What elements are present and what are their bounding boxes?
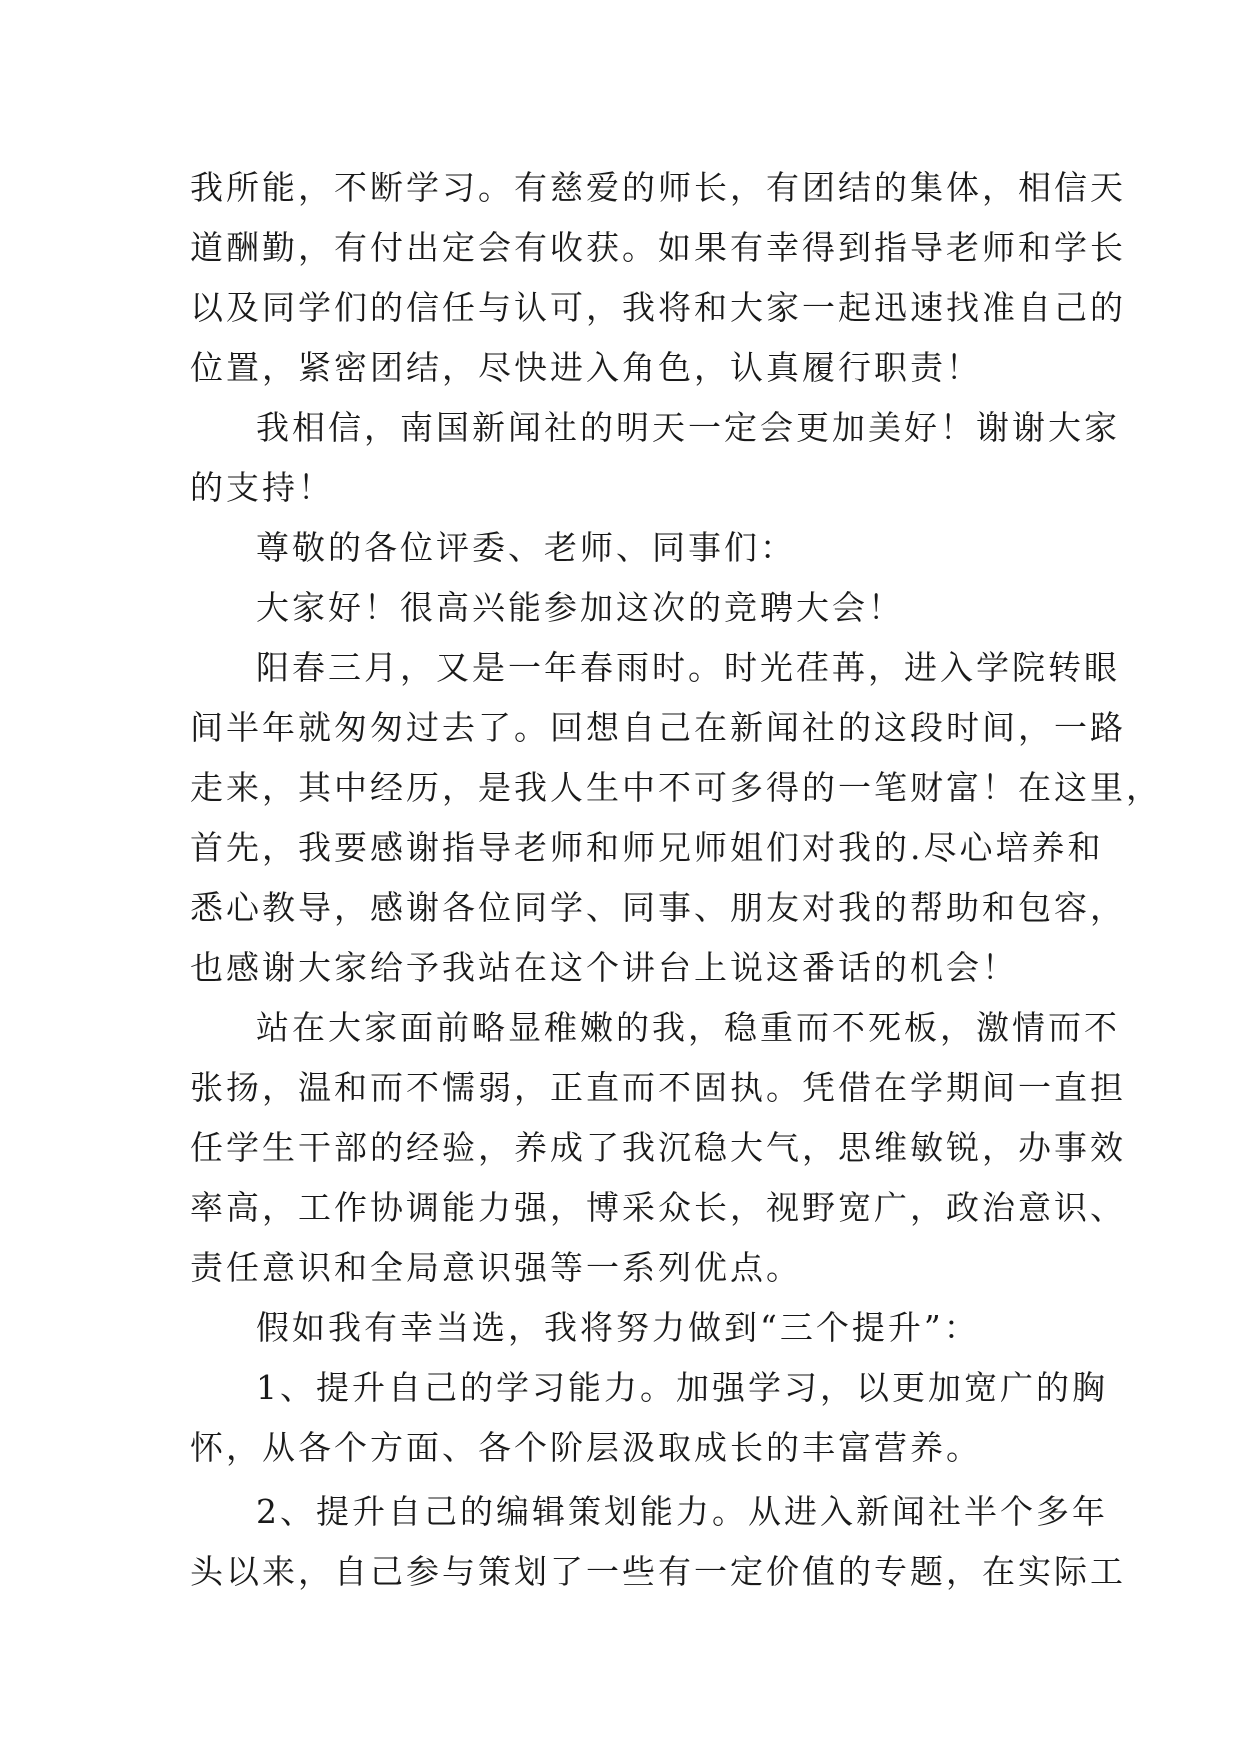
- text-line: 责任意识和全局意识强等一系列优点。: [190, 1248, 802, 1287]
- text-line: 张扬，温和而不懦弱，正直而不固执。凭借在学期间一直担: [190, 1068, 1126, 1107]
- text-line: 道酬勤，有付出定会有收获。如果有幸得到指导老师和学长: [190, 228, 1126, 267]
- text-line: 的支持！: [190, 468, 334, 507]
- text-line: 率高，工作协调能力强，博采众长，视野宽广，政治意识、: [190, 1188, 1126, 1227]
- document-body: [190, 158, 1162, 1602]
- text-line: 走来，其中经历，是我人生中不可多得的一笔财富！在这里，: [190, 768, 1162, 807]
- text-line: 2、提升自己的编辑策划能力。从进入新闻社半个多年: [256, 1492, 1108, 1531]
- text-line: 位置，紧密团结，尽快进入角色，认真履行职责！: [190, 348, 982, 387]
- text-line: 也感谢大家给予我站在这个讲台上说这番话的机会！: [190, 948, 1018, 987]
- text-line: 1、提升自己的学习能力。加强学习，以更加宽广的胸: [256, 1368, 1108, 1407]
- text-line: 假如我有幸当选，我将努力做到“三个提升”：: [256, 1308, 980, 1347]
- text-line: 悉心教导，感谢各位同学、同事、朋友对我的帮助和包容，: [190, 888, 1126, 927]
- text-line: 首先，我要感谢指导老师和师兄师姐们对我的.尽心培养和: [190, 828, 1104, 867]
- text-line: 以及同学们的信任与认可，我将和大家一起迅速找准自己的: [190, 288, 1126, 327]
- text-line: 我所能，不断学习。有慈爱的师长，有团结的集体，相信天: [190, 168, 1126, 207]
- text-line: 我相信，南国新闻社的明天一定会更加美好！谢谢大家: [256, 408, 1120, 447]
- text-line: 头以来，自己参与策划了一些有一定价值的专题，在实际工: [190, 1552, 1126, 1591]
- text-line: 阳春三月，又是一年春雨时。时光荏苒，进入学院转眼: [256, 648, 1120, 687]
- text-line: 间半年就匆匆过去了。回想自己在新闻社的这段时间，一路: [190, 708, 1126, 747]
- text-line: 大家好！很高兴能参加这次的竞聘大会！: [256, 588, 904, 627]
- text-line: 尊敬的各位评委、老师、同事们：: [256, 528, 796, 567]
- text-line: 任学生干部的经验，养成了我沉稳大气，思维敏锐，办事效: [190, 1128, 1126, 1167]
- text-line: 站在大家面前略显稚嫩的我，稳重而不死板，激情而不: [256, 1008, 1120, 1047]
- text-line: 怀，从各个方面、各个阶层汲取成长的丰富营养。: [190, 1428, 982, 1467]
